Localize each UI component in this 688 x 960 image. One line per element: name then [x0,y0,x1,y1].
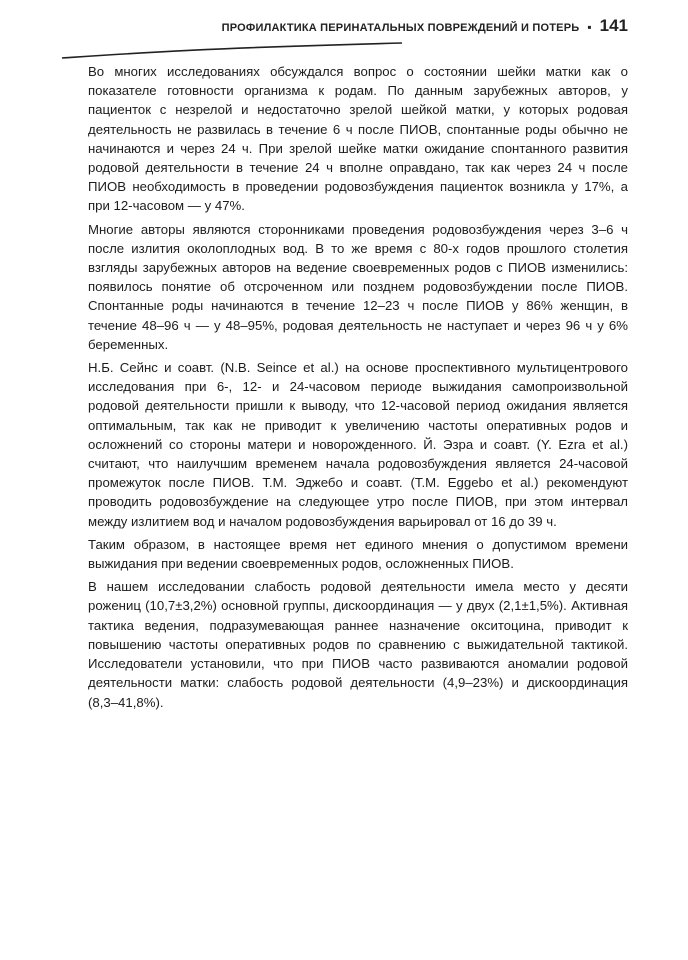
running-title: ПРОФИЛАКТИКА ПЕРИНАТАЛЬНЫХ ПОВРЕЖДЕНИЙ И ПОТЕРЬ [221,22,580,34]
paragraph: Н.Б. Сейнс и соавт. (N.B. Seince et al.) на основе проспективного мультицентрового исследования при 6-, 12- и 24-часовом периоде выжидания самопроизвольной родовой деятельности пришли к выводу, что 12-часовой период ожидания является оптимальным, так как не приводит к увеличению частоты оперативных родов и осложнений со стороны матери и новорожденного. Й. Эзра и соавт. (Y. Ezra et al.) считают, что наилучшим временем начала родовозбуждения является 24-часовой промежуток после ПИОВ. Т.М. Эджебо и соавт. (T.M. Eggebo et al.) рекомендуют проводить родовозбуждение на следующее утро после ПИОВ, при этом интервал между излитием вод и началом родовозбуждения варьировал от 16 до 39 ч. [88,360,628,529]
header-rule [62,42,402,60]
paragraph: Во многих исследованиях обсуждался вопрос о состоянии шейки матки как о показателе готовности организма к родам. По данным зарубежных авторов, у пациенток с незрелой и недостаточно зрелой шейкой матки, у которых родовая деятельность не развилась в течение 6 ч после ПИОВ, спонтанные роды обычно не начинаются и через 24 ч. При зрелой шейке матки ожидание спонтанного развития родовой деятельности в течение 24 ч вполне оправдано, так как через 24 ч после ПИОВ необходимость в проведении родовозбуждения пациенток возникла у 17%, а при 12-часовом — у 47%. [88,64,628,214]
running-header [222,16,628,36]
body-text [88,62,628,716]
paragraph: Многие авторы являются сторонниками проведения родовозбуждения через 3–6 ч после излития околоплодных вод. В то же время с 80-х годов прошлого столетия взгляды зарубежных авторов на ведение своевременных родов с ПИОВ изменились: появилось понятие об отсроченном или позднем родовозбуждении после ПИОВ. Спонтанные роды начинаются в течение 12–23 ч после ПИОВ у 86% женщин, в течение 48–96 ч — у 48–95%, родовая деятельность не наступает и через 96 ч у 6% беременных. [88,221,628,352]
header-separator: ▪ [587,20,592,34]
paragraph: В нашем исследовании слабость родовой деятельности имела место у десяти рожениц (10,7±3,2%) основной группы, дискоординация — у двух (2,1±1,5%). Активная тактика ведения, подразумевающая раннее назначение окситоцина, приводит к повышению частоты оперативных родов по сравнению с выжидательной тактикой. Исследователи установили, что при ПИОВ часто развиваются аномалии родовой деятельности матки: слабость родовой деятельности (4,9–23%) и дискоординация (8,3–41,8%). [88,579,628,710]
page-number: 141 [599,16,628,35]
paragraph: Таким образом, в настоящее время нет единого мнения о допустимом времени выжидания при ведении своевременных родов, осложненных ПИОВ. [88,536,628,572]
